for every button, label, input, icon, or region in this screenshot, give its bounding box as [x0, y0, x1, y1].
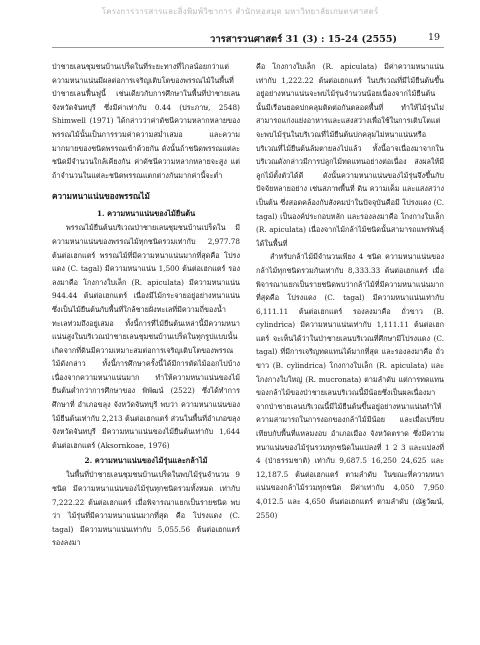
subheading-sapling-density: 2. ความหนาแน่นของไม้รุ่นและกล้าไม้ — [84, 456, 208, 466]
watermark-text: โครงการวารสารและสิ่งพิมพ์วิชาการ สำนักหอสมุด มหาวิทยาลัยเกษตรศาสตร์ — [101, 7, 379, 16]
right-column — [256, 60, 444, 630]
header-rule — [52, 47, 444, 48]
section-heading-density: ความหนาแน่นของพรรณไม้ — [52, 191, 150, 202]
right-paragraph-1: คือ โกงกางใบเล็ก (R. apiculata) มีค่าความหนาแน่นเท่ากับ 1,222.22 ต้นต่อเฮกแตร์ ในบริเวณที่มีไม้ยืนต้นขึ้นอยู่อย่างหนาแน่นจะพบไม้รุ่นจำนวนน้อยเนื่องจากไม้ยืนต้นนั้นมีเรือนยอดปกคลุมติดต่อกันตลอดพื้นที่ ทำให้ไม้รุ่นไม่สามารถแก่งแย่งอาหารและแสงสว่างเพื่อใช้ในการเติบโตแต่จะพบไม้รุ่นในบริเวณที่ไม้ยืนต้นปกคลุมไม่หนาแน่นหรือบริเวณที่ไม้ยืนต้นล้มตายลงไปแล้ว ทั้งนี้อาจเนื่องมาจากในบริเวณดังกล่าวมีการปลูกไม้ทดแทนอย่างต่อเนื่อง ส่งผลให้มีลูกไม้ตั้งตัวได้ดี ดังนั้นความหนาแน่นของไม้รุ่นจึงขึ้นกับปัจจัยหลายอย่าง เช่นสภาพพื้นที่ ดิน ความเค็ม และแสงสว่าง เป็นต้น ซึ่งสอดคล้องกับสังคมป่าในปัจจุบันคือมี โปรงแดง (C. tagal) เป็นองค์ประกอบหลัก และรองลงมาคือ โกงกางใบเล็ก (R. apiculata) เนื่องจากไม้กล้าไม้ชนิดนั้นสามารถแพร่พันธุ์ได้ในพื้นที่ — [256, 62, 444, 248]
seedling-density-paragraph: สำหรับกล้าไม้มีจำนวนเพียง 4 ชนิด ความหนาแน่นของกล้าไม้ทุกชนิดรวมกันเท่ากับ 8,333.33 ต้นต่อเฮกแตร์ เมื่อพิจารณาแยกเป็นรายชนิดพบว่ากล้าไม้ที่มีความหนาแน่นมากที่สุดคือ โปรงแดง (C. tagal) มีความหนาแน่นเท่ากับ 6,111.11 ต้นต่อเฮกแตร์ รองลงมาคือ ถั่วขาว (B. cylindrica) มีความหนาแน่นเท่ากับ 1,111.11 ต้นต่อเฮกแตร์ จะเห็นได้ว่าในป่าชายเลนบริเวณที่ศึกษามีโปรงแดง (C. tagal) ที่มีการเจริญทดแทนได้มากที่สุด และรองลงมาคือ ถั่วขาว (B. cylindrica) โกงกางใบเล็ก (R. apiculata) และโกงกางใบใหญ่ (R. mucronata) ตามลำดับ แต่การทดแทนของกล้าไม้ของป่าชายเลนบริเวณนี้มีน้อยซึ่งเป็นผลเนื่องมาจากป่าชายเลนบริเวณนี้มีไม้ยืนต้นขึ้นอยู่อย่างหนาแน่นทำให้ความสามารถในการงอกของกล้าไม้มีน้อย และเมื่อเปรียบเทียบกับพื้นที่แหลมงอบ อำเภอเมือง จังหวัดตราด ซึ่งมีความหนาแน่นของไม้รุ่นรวมทุกชนิดในแปลงที่ 1 2 3 และแปลงที่ 4 (ป่าธรรมชาติ) เท่ากับ 9,687.5 16,250 24,625 และ 12,187.5 ต้นต่อเฮกแตร์ ตามลำดับ ในขณะที่ความหนาแน่นของกล้าไม้รวมทุกชนิด มีค่าเท่ากับ 4,050 7,950 4,012.5 และ 4,650 ต้นต่อเฮกแตร์ ตามลำดับ (ณัฐวัฒน์, 2550) — [256, 252, 444, 520]
journal-running-head: วารสารวนศาสตร์ 31 (3) : 15-24 (2555) — [210, 34, 397, 45]
page-number: 19 — [428, 32, 441, 43]
subheading-tree-density: 1. ความหนาแน่นของไม้ยืนต้น — [96, 209, 196, 219]
sapling-density-paragraph: ในพื้นที่ป่าชายเลนชุมชนบ้านเปร็ดในพบไม้รุ่นจำนวน 9 ชนิด มีความหนาแน่นของไม้รุ่นทุกชนิดรวมทั้งหมด เท่ากับ 7,222.22 ต้นต่อเฮกแตร์ เมื่อพิจารณาแยกเป็นรายชนิด พบว่า ไม้รุ่นที่มีความหนาแน่นมากที่สุด คือ โปรงแดง (C. tagal) มีความหนาแน่นเท่ากับ 5,055.56 ต้นต่อเฮกแตร์ รองลงมา — [52, 470, 240, 548]
left-column — [52, 60, 240, 630]
left-paragraph-1: ป่าชายเลนชุมชนบ้านเปร็ดในที่ระยะทางที่ไกลน้อยกว่าแต่ความหนาแน่นมีผลต่อการเจริญเติบโตของพรรณไม้ในพื้นที่ป่าชายเลนฟื้นฟูนี้ เช่นเดียวกับการศึกษาในพื้นที่ป่าชายเลนจังหวัดจันทบุรี ซึ่งมีค่าเท่ากับ 0.44 (ประภาษ, 2548) Shimwell (1971) ได้กล่าวว่าค่าดัชนีความหลากหลายของพรรณไม้นั้นเป็นการรวมค่าความสม่ำเสมอ และความมากมายของชนิดพรรณเข้าด้วยกัน ดังนั้นถ้าชนิดพรรณแต่ละชนิดมีจำนวนใกล้เคียงกัน ค่าดัชนีความหลากหลายจะสูง แต่ถ้าจำนวนในแต่ละชนิดพรรณแตกต่างกันมากค่านี้จะต่ำ — [52, 62, 240, 180]
tree-density-paragraph: พรรณไม้ยืนต้นบริเวณป่าชายเลนชุมชนบ้านเปร็ดใน มีความหนาแน่นของพรรณไม้ทุกชนิดรวมเท่ากับ 2,977.78 ต้นต่อเฮกแตร์ พรรณไม้ที่มีความหนาแน่นมากที่สุดคือ โปรงแดง (C. tagal) มีความหนาแน่น 1,500 ต้นต่อเฮกแตร์ รองลงมาคือ โกงกางใบเล็ก (R. apiculata) มีความหนาแน่น 944.44 ต้นต่อเฮกแตร์ เนื่องมีไม้กระจายอยู่อย่างหนาแน่นซึ่งเป็นไม้ยืนต้นกับพื้นที่ใกล้ชายฝั่งทะเลที่มีความถี่ของน้ำทะเลท่วมถึงอยู่เสมอ ทั้งนี้การที่ไม้ยืนต้นเหล่านี้มีความหนาแน่นสูงในบริเวณป่าชายเลนชุมชนบ้านเปร็ดในทุกรูปแบบนั้นเกิดจากที่ดินมีความเหมาะสมต่อการเจริญเติบโตของพรรณไม้ดังกล่าว ทั้งนี้การศึกษาครั้งนี้ได้มีการตัดไม้ออกไปบ้างเนื่องจากความหนาแน่นมาก ทำให้ความหนาแน่นของไม้ยืนต้นต่ำกว่าการศึกษาของ พิพัฒน์ (2522) ซึ่งได้ทำการศึกษาที่ อำเภอขลุง จังหวัดจันทบุรี พบว่า ความหนาแน่นของไม้ยืนต้นเท่ากับ 2,213 ต้นต่อเฮกแตร์ ส่วนในพื้นที่อำเภอขลุง จังหวัดจันทบุรี มีความหนาแน่นของไม้ยืนต้นเท่ากับ 1,644 ต้นต่อเฮกแตร์ (Aksornkoae, 1976) — [52, 223, 240, 450]
